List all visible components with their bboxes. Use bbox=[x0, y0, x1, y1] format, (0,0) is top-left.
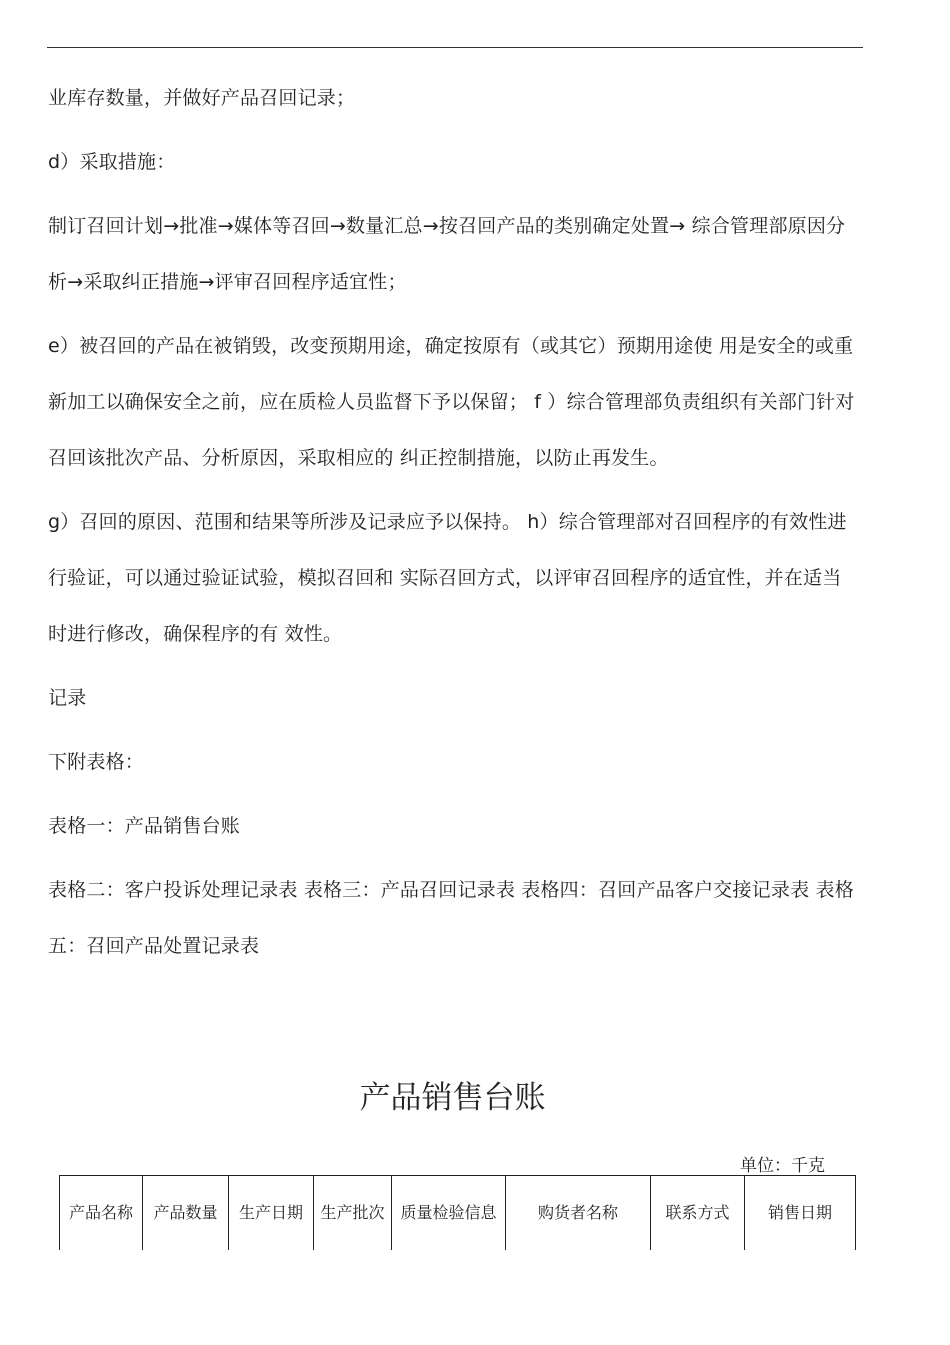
header-product-name: 产品名称 bbox=[60, 1176, 143, 1251]
header-quality-inspection: 质量检验信息 bbox=[392, 1176, 506, 1251]
table-title: 产品销售台账 bbox=[359, 1080, 546, 1116]
paragraph-attached-forms: 下附表格： bbox=[48, 751, 145, 773]
paragraph-measures-heading: d）采取措施： bbox=[48, 151, 176, 173]
paragraph-records-heading: 记录 bbox=[48, 687, 87, 709]
header-production-date: 生产日期 bbox=[229, 1176, 314, 1251]
sales-ledger-table bbox=[59, 1175, 856, 1250]
paragraph-retention: e）被召回的产品在被销毁，改变预期用途，确定按原有（或其它）预期用途使 用是安全的或重新加工以确保安全之前，应在质检人员监督下予以保留； f ）综合管理部负责组织有关部门针对召回该批次产品、分析原因，采取相应的 纠正控制措施，以防止再发生。 bbox=[48, 335, 855, 469]
paragraph-form-list: 表格二：客户投诉处理记录表 表格三：产品召回记录表 表格四：召回产品客户交接记录表 表格五：召回产品处置记录表 bbox=[48, 879, 854, 957]
document-body bbox=[48, 70, 860, 982]
header-rule bbox=[47, 47, 863, 48]
paragraph-inventory: 业库存数量，并做好产品召回记录； bbox=[48, 87, 356, 109]
header-production-batch: 生产批次 bbox=[314, 1176, 392, 1251]
paragraph-records-validation: g）召回的原因、范围和结果等所涉及记录应予以保持。 h）综合管理部对召回程序的有效性进行验证，可以通过验证试验，模拟召回和 实际召回方式，以评审召回程序的适宜性，并在适当时进行修改，确保程序的有 效性。 bbox=[48, 511, 847, 645]
paragraph-form-one: 表格一：产品销售台账 bbox=[48, 815, 241, 837]
header-sale-date: 销售日期 bbox=[745, 1176, 856, 1251]
unit-note: 单位：千克 bbox=[740, 1156, 825, 1176]
header-contact: 联系方式 bbox=[651, 1176, 745, 1251]
header-product-quantity: 产品数量 bbox=[143, 1176, 229, 1251]
table-header-row bbox=[60, 1176, 856, 1251]
paragraph-recall-flow: 制订召回计划→批准→媒体等召回→数量汇总→按召回产品的类别确定处置→ 综合管理部原因分析→采取纠正措施→评审召回程序适宜性； bbox=[48, 215, 846, 293]
header-buyer-name: 购货者名称 bbox=[506, 1176, 651, 1251]
